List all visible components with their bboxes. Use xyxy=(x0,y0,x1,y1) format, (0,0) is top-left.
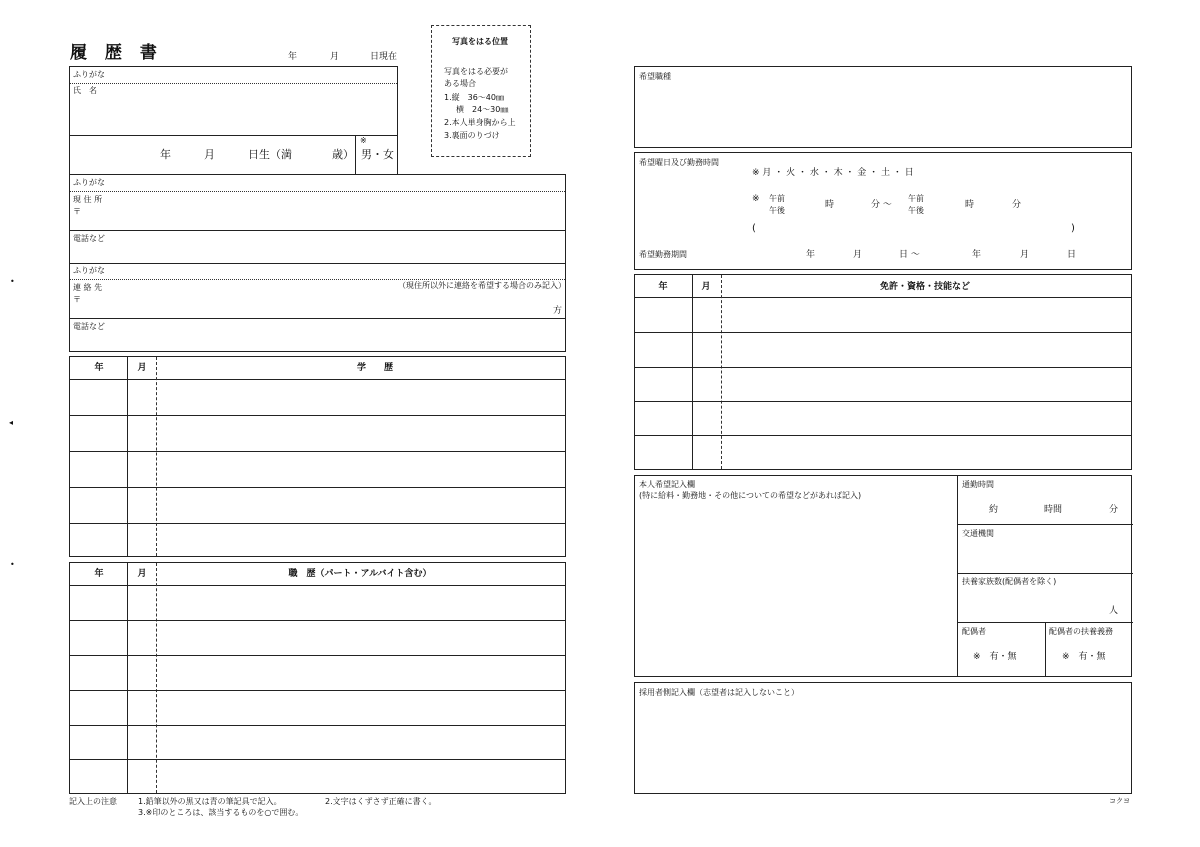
birth-year: 年 xyxy=(160,148,171,161)
start-hour: 時 xyxy=(825,200,835,210)
birth-day: 日生（満 xyxy=(248,148,292,161)
page-title: 履 歴 書 xyxy=(70,43,163,63)
period-label: 希望勤務期間 xyxy=(639,250,687,259)
footer-note-2: 2.文字はくずさず正確に書く。 xyxy=(325,797,437,806)
footer-notes-label: 記入上の注意 xyxy=(69,797,117,806)
margin-dot-bottom: • xyxy=(10,560,15,569)
name-section xyxy=(69,66,398,175)
end-hour: 時 xyxy=(965,200,975,210)
career-table xyxy=(69,562,566,794)
spouse-label: 配偶者 xyxy=(962,627,986,636)
phone-label-2: 電話など xyxy=(73,322,105,331)
wishes-subtitle: (特に給料・勤務地・その他についての希望などがあれば記入) xyxy=(639,491,862,500)
license-row[interactable] xyxy=(635,333,1131,367)
photo-rule1: 1.縦 36～40㎜ xyxy=(444,93,504,102)
education-col-year: 年 xyxy=(94,363,104,373)
commute-hours: 時間 xyxy=(1044,505,1063,515)
end-minute: 分 xyxy=(1012,200,1022,210)
career-row[interactable] xyxy=(70,726,565,759)
header-year: 年 xyxy=(288,52,298,62)
photo-rule2: 横 24～30㎜ xyxy=(456,105,509,114)
header-date: 日現在 xyxy=(370,52,398,62)
spouse-support-label: 配偶者の扶養義務 xyxy=(1049,627,1113,636)
education-row[interactable] xyxy=(70,524,565,556)
birth-month: 月 xyxy=(204,148,215,161)
paren-open: ( xyxy=(752,223,756,234)
footer-note-1: 1.鉛筆以外の黒又は青の筆記具で記入。 xyxy=(138,797,282,806)
education-row[interactable] xyxy=(70,416,565,451)
employer-box[interactable] xyxy=(634,682,1132,794)
photo-rule3: 2.本人単身胸から上 xyxy=(444,118,516,127)
period-day-2: 日 xyxy=(1067,250,1077,260)
education-row[interactable] xyxy=(70,380,565,415)
weekdays-select[interactable]: ※ 月 ・ 火 ・ 水 ・ 木 ・ 金 ・ 土 ・ 日 xyxy=(752,168,914,178)
honorific: 方 xyxy=(553,306,563,316)
transport-input[interactable] xyxy=(958,540,1130,572)
sex-select[interactable]: 男・女 xyxy=(361,148,394,161)
spouse-support-select[interactable]: ※ 有・無 xyxy=(1062,652,1106,662)
postal-mark-2: 〒 xyxy=(73,295,81,304)
header-month: 月 xyxy=(330,52,340,62)
career-col-month: 月 xyxy=(137,569,147,579)
photo-box[interactable] xyxy=(431,25,531,157)
career-col-title: 職 歴（パート・アルバイト含む） xyxy=(288,569,432,579)
start-minute: 分 ～ xyxy=(871,200,892,210)
license-table xyxy=(634,274,1132,470)
commute-minutes: 分 xyxy=(1109,505,1119,515)
age-label: 歳） xyxy=(332,148,354,161)
notes-input[interactable] xyxy=(760,221,1065,239)
photo-title: 写真をはる位置 xyxy=(452,37,508,46)
wishes-section xyxy=(634,475,1132,677)
photo-note1: 写真をはる必要が xyxy=(444,67,508,76)
contact-furigana-label: ふりがな xyxy=(73,266,105,275)
start-am[interactable]: 午前 xyxy=(769,194,785,203)
margin-arrow-icon: ◂ xyxy=(9,418,14,427)
contact-address-input[interactable] xyxy=(70,280,565,318)
transport-label: 交通機関 xyxy=(962,529,994,538)
career-row[interactable] xyxy=(70,760,565,793)
time-mark: ※ xyxy=(752,194,760,204)
license-row[interactable] xyxy=(635,436,1131,469)
career-row[interactable] xyxy=(70,691,565,725)
name-label: 氏 名 xyxy=(73,86,97,95)
period-year-2: 年 xyxy=(972,250,982,260)
postal-mark: 〒 xyxy=(73,207,81,216)
period-day: 日 ～ xyxy=(899,250,920,260)
desired-days-box xyxy=(634,152,1132,270)
phone-label: 電話など xyxy=(73,234,105,243)
license-col-month: 月 xyxy=(701,282,711,292)
contact-note: （現住所以外に連絡を希望する場合のみ記入） xyxy=(398,281,566,290)
career-row[interactable] xyxy=(70,621,565,655)
period-month-2: 月 xyxy=(1020,250,1030,260)
photo-note2: ある場合 xyxy=(444,79,476,88)
start-pm[interactable]: 午後 xyxy=(769,206,785,215)
dependents-persons: 人 xyxy=(1109,606,1119,616)
dependents-label: 扶養家族数(配偶者を除く) xyxy=(962,577,1057,586)
address-furigana-label: ふりがな xyxy=(73,178,105,187)
current-address-input[interactable] xyxy=(70,192,565,230)
education-col-month: 月 xyxy=(137,363,147,373)
commute-approx: 約 xyxy=(989,505,999,515)
end-pm[interactable]: 午後 xyxy=(908,206,924,215)
address-section xyxy=(69,174,566,352)
sex-mark: ※ xyxy=(360,136,367,145)
education-col-title: 学 歴 xyxy=(356,363,394,373)
commute-label: 通勤時間 xyxy=(962,480,994,489)
education-row[interactable] xyxy=(70,488,565,523)
education-table xyxy=(69,356,566,557)
paren-close: ) xyxy=(1071,223,1075,234)
name-furigana-label: ふりがな xyxy=(73,70,105,79)
spouse-select[interactable]: ※ 有・無 xyxy=(973,652,1017,662)
license-row[interactable] xyxy=(635,402,1131,435)
wishes-title: 本人希望記入欄 xyxy=(639,480,695,489)
margin-dot-top: • xyxy=(10,277,15,286)
wishes-input[interactable] xyxy=(635,504,957,676)
license-col-title: 免許・資格・技能など xyxy=(879,282,971,292)
period-year: 年 xyxy=(806,250,816,260)
license-row[interactable] xyxy=(635,368,1131,401)
end-am[interactable]: 午前 xyxy=(908,194,924,203)
career-row[interactable] xyxy=(70,656,565,690)
career-col-year: 年 xyxy=(94,569,104,579)
desired-job-box[interactable] xyxy=(634,66,1132,148)
desired-job-label: 希望職種 xyxy=(639,72,671,81)
license-col-year: 年 xyxy=(658,282,668,292)
footer-note-3: 3.※印のところは、該当するものを○で囲む。 xyxy=(138,808,304,817)
license-row[interactable] xyxy=(635,298,1131,332)
name-input[interactable] xyxy=(70,84,397,135)
brand-label: コクヨ xyxy=(1109,797,1130,805)
photo-rule4: 3.裏面のりづけ xyxy=(444,131,500,140)
desired-days-label: 希望曜日及び勤務時間 xyxy=(639,158,719,167)
employer-title: 採用者側記入欄（志望者は記入しないこと） xyxy=(639,688,799,697)
current-address-label: 現 住 所 xyxy=(73,195,103,204)
education-row[interactable] xyxy=(70,452,565,487)
period-month: 月 xyxy=(853,250,863,260)
contact-label: 連 絡 先 xyxy=(73,283,103,292)
career-row[interactable] xyxy=(70,586,565,620)
